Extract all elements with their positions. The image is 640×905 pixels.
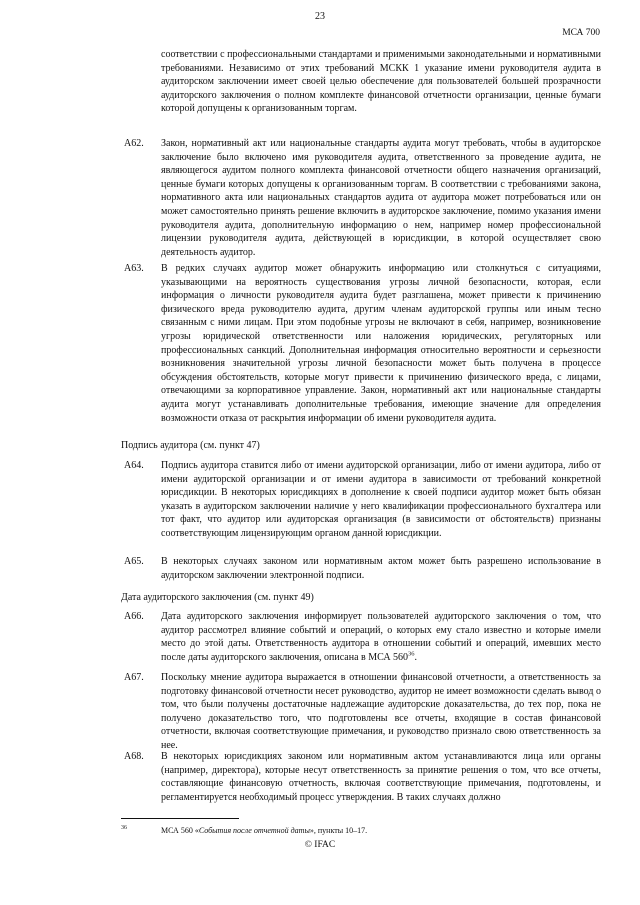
footnote-text [161,825,601,836]
paragraph-label: A65. [124,556,144,567]
paragraph-a65 [124,555,601,582]
paragraph-label: A67. [124,672,144,683]
paragraph-text: Закон, нормативный акт или национальные стандарты аудита могут требовать, чтобы в аудиторское заключение было включено имя руководителя аудита, ответственного за проведение аудита, не являющегося аудитом полного комплекта финансовой отчетности общего назначения организаций, ценные бумаги которых допущены к организованным торгам. В соответствии с требованиями закона, нормативного акта или национальных стандартов аудита от аудитора может потребоваться или он может самостоятельно принять решение включить в аудиторское заключение, помимо указания имени руководителя аудита, дополнительную информацию о нем, например номер профессиональной лицензии руководителя аудита, действующей в юрисдикции, в которой осуществляет свою деятельность аудитор. [161,138,601,258]
section-heading-date: Дата аудиторского заключения (см. пункт 49) [121,592,314,603]
footnote [121,825,601,836]
paragraph-label: A64. [124,460,144,471]
paragraph-text: В некоторых случаях законом или нормативным актом может быть разрешено использование в аудиторском заключении электронной подписи. [161,556,601,581]
footnote-reference: 36 [408,650,415,658]
section-heading-signature: Подпись аудитора (см. пункт 47) [121,440,260,451]
footnote-prefix: МСА 560 « [161,826,199,835]
paragraph-label: A68. [124,751,144,762]
paragraph-text: В некоторых юрисдикциях законом или нормативным актом устанавливаются лица или органы (например, директора), которые несут ответственность за принятие решения о том, что все отчеты, составляющие финансовую отчетность, включая соответствующие примечания, подготовлены, и регламентируется необходимый процесс утверждения. В таких случаях должно [161,751,601,803]
paragraph-text: Поскольку мнение аудитора выражается в отношении финансовой отчетности, а ответственность за подготовку финансовой отчетности несет руководство, аудитор не имеет возможности сделать вывод о том, что были получены достаточные надлежащие аудиторские доказательства, до тех пор, пока не получено доказательство того, что подготовлены все отчеты, входящие в состав финансовой отчетности, включая соответствующие примечания, и руководство признало свою ответственность за нее. [161,672,601,751]
standard-code: МСА 700 [562,28,600,38]
continuation-paragraph [161,48,601,116]
copyright-footer: © IFAC [304,840,336,850]
continuation-text: соответствии с профессиональными стандартами и применимыми законодательными и нормативными требованиями. Независимо от этих требований МСКК 1 указание имени руководителя аудита в аудиторском заключении имеет своей целью обеспечение для пользователей большей прозрачности аудиторского заключения о полном комплекте финансовой отчетности организации, ценные бумаги которой допущены к организованным торгам. [161,49,601,115]
paragraph-label: A66. [124,611,144,622]
paragraph-a64 [124,459,601,541]
paragraph-text: В редких случаях аудитор может обнаружить информацию или столкнуться с ситуациями, указывающими на вероятность существования угрозы личной безопасности, которая, если информация о личности руководителя аудита будет разглашена, может привести к причинению физического вреда руководителю аудита, другим членам аудиторской группы или иным тесно связанным с ними лицам. При этом подобные угрозы не включают в себя, например, возникновение угрозы юридической ответственности или наложения юридических, регуляторных или профессиональных санкций. Дополнительная информация относительно вероятности и серьезности возникновения значительной угрозы личной безопасности может быть получена в процессе обсуждения обстоятельств, которые могут привести к причинению физического вреда, с лицами, отвечающими за корпоративное управление. Закон, нормативный акт или национальные стандарты аудита могут устанавливать дополнительные требования, имеющие значение для определения возможности отказа от раскрытия информации об имени руководителя аудита. [161,263,601,424]
paragraph-tail: . [414,651,418,663]
footnote-divider [121,818,239,819]
paragraph-a62 [124,137,601,259]
paragraph-text: Подпись аудитора ставится либо от имени аудиторской организации, либо от имени аудитора, либо от имени аудиторской организации и от имени аудитора в зависимости от требований конкретной юрисдикции. В некоторых юрисдикциях в дополнение к своей подписи аудитор может быть обязан указать в аудиторском заключении наличие у него квалификации профессионального бухгалтера или тот факт, что аудитор или аудиторская организация (в зависимости от обстоятельств) признаны соответствующим лицензирующим органом данной юрисдикции. [161,460,601,539]
paragraph-a67 [124,671,601,753]
footnote-suffix: », пункты 10–17. [309,826,368,835]
paragraph-label: A63. [124,263,144,274]
footnote-title: События после отчетной даты [198,826,310,835]
paragraph-a68 [124,750,601,804]
paragraph-text [161,610,601,664]
paragraph-body: Дата аудиторского заключения информирует пользователей аудиторского заключения о том, что аудитор рассмотрел влияние событий и операций, о которых ему стало известно и которые имели место до этой даты. Ответственность аудитора в отношении событий и операций, имевших место после даты аудиторского заключения, описана в МСА 560 [161,611,601,663]
footnote-number: 36 [121,825,127,831]
page-number: 23 [315,11,325,22]
paragraph-label: A62. [124,138,144,149]
paragraph-a66 [124,610,601,664]
paragraph-a63 [124,262,601,425]
